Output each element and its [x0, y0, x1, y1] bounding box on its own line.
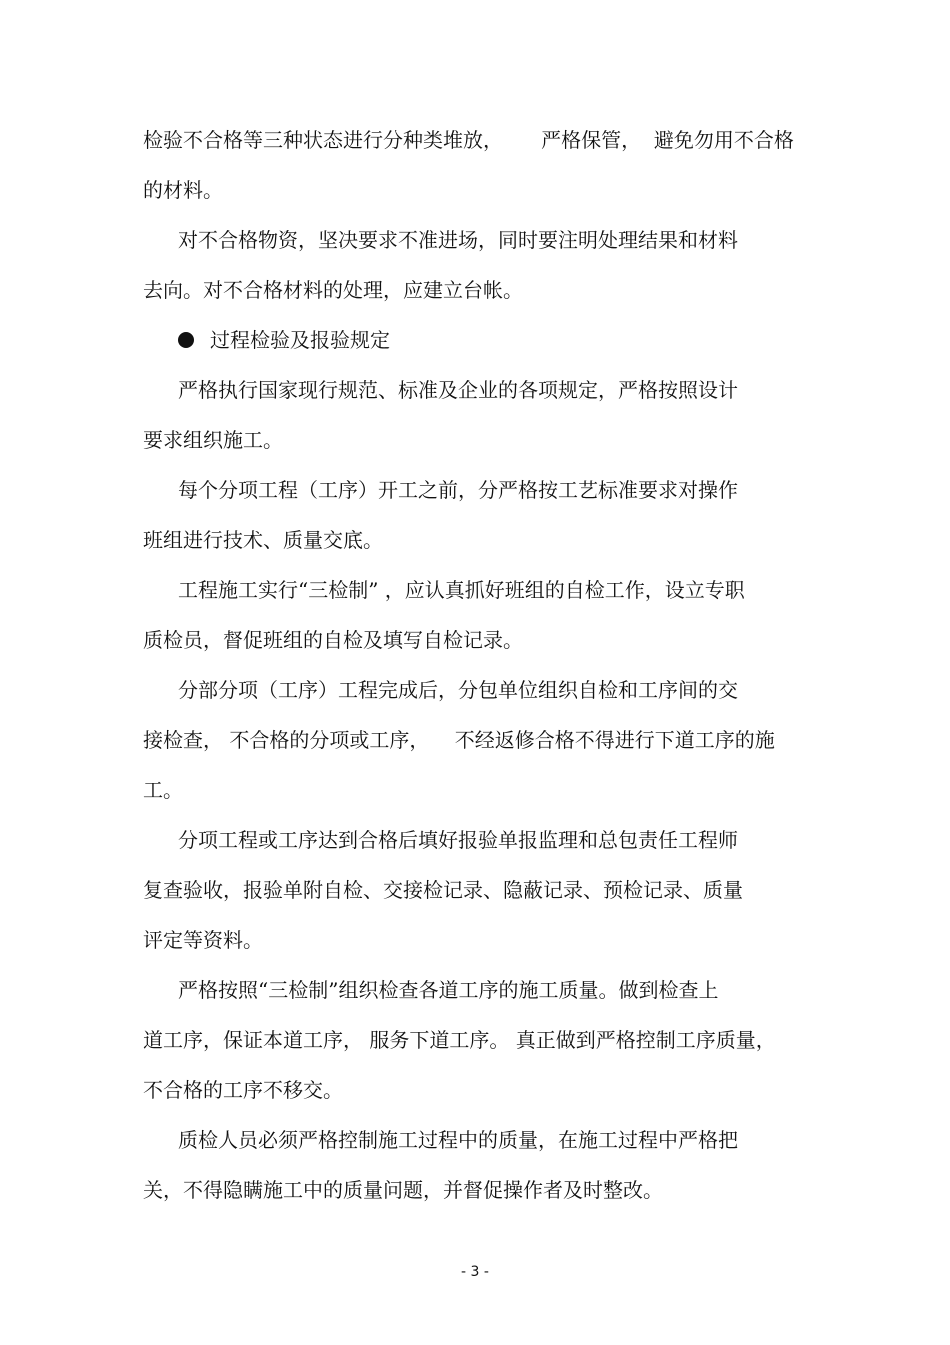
paragraph-line: 对不合格物资，坚决要求不准进场，同时要注明处理结果和材料	[178, 228, 738, 252]
text-line: 不合格的工序不移交。	[143, 1078, 343, 1102]
paragraph-line: 分项工程或工序达到合格后填好报验单报监理和总包责任工程师	[178, 828, 738, 852]
text-line: 接检查， 不合格的分项或工序， 不经返修合格不得进行下道工序的施	[143, 728, 775, 752]
paragraph-line: 严格按照“三检制”组织检查各道工序的施工质量。做到检查上	[178, 978, 719, 1002]
text-line: 质检员，督促班组的自检及填写自检记录。	[143, 628, 523, 652]
paragraph-line: 质检人员必须严格控制施工过程中的质量，在施工过程中严格把	[178, 1128, 738, 1152]
text-line: 的材料。	[143, 178, 223, 202]
paragraph-line: 严格执行国家现行规范、标准及企业的各项规定，严格按照设计	[178, 378, 738, 402]
section-heading	[178, 326, 390, 354]
page-number: - 3 -	[461, 1264, 489, 1280]
paragraph-line: 分部分项（工序）工程完成后，分包单位组织自检和工序间的交	[178, 678, 738, 702]
text-line: 去向。对不合格材料的处理，应建立台帐。	[143, 278, 523, 302]
text-line: 要求组织施工。	[143, 428, 283, 452]
text-line: 道工序，保证本道工序， 服务下道工序。 真正做到严格控制工序质量，	[143, 1028, 776, 1052]
paragraph-line: 工程施工实行“三检制” ，应认真抓好班组的自检工作，设立专职	[178, 578, 745, 602]
text-line: 班组进行技术、质量交底。	[143, 528, 383, 552]
text-line: 检验不合格等三种状态进行分种类堆放， 严格保管， 避免勿用不合格	[143, 128, 794, 152]
bullet-icon	[178, 332, 194, 348]
text-line: 复查验收，报验单附自检、交接检记录、隐蔽记录、预检记录、质量	[143, 878, 743, 902]
paragraph-line: 每个分项工程（工序）开工之前，分严格按工艺标准要求对操作	[178, 478, 738, 502]
text-line: 评定等资料。	[143, 928, 263, 952]
section-heading-text: 过程检验及报验规定	[210, 328, 390, 352]
text-line: 关，不得隐瞒施工中的质量问题，并督促操作者及时整改。	[143, 1178, 663, 1202]
text-line: 工。	[143, 778, 183, 802]
